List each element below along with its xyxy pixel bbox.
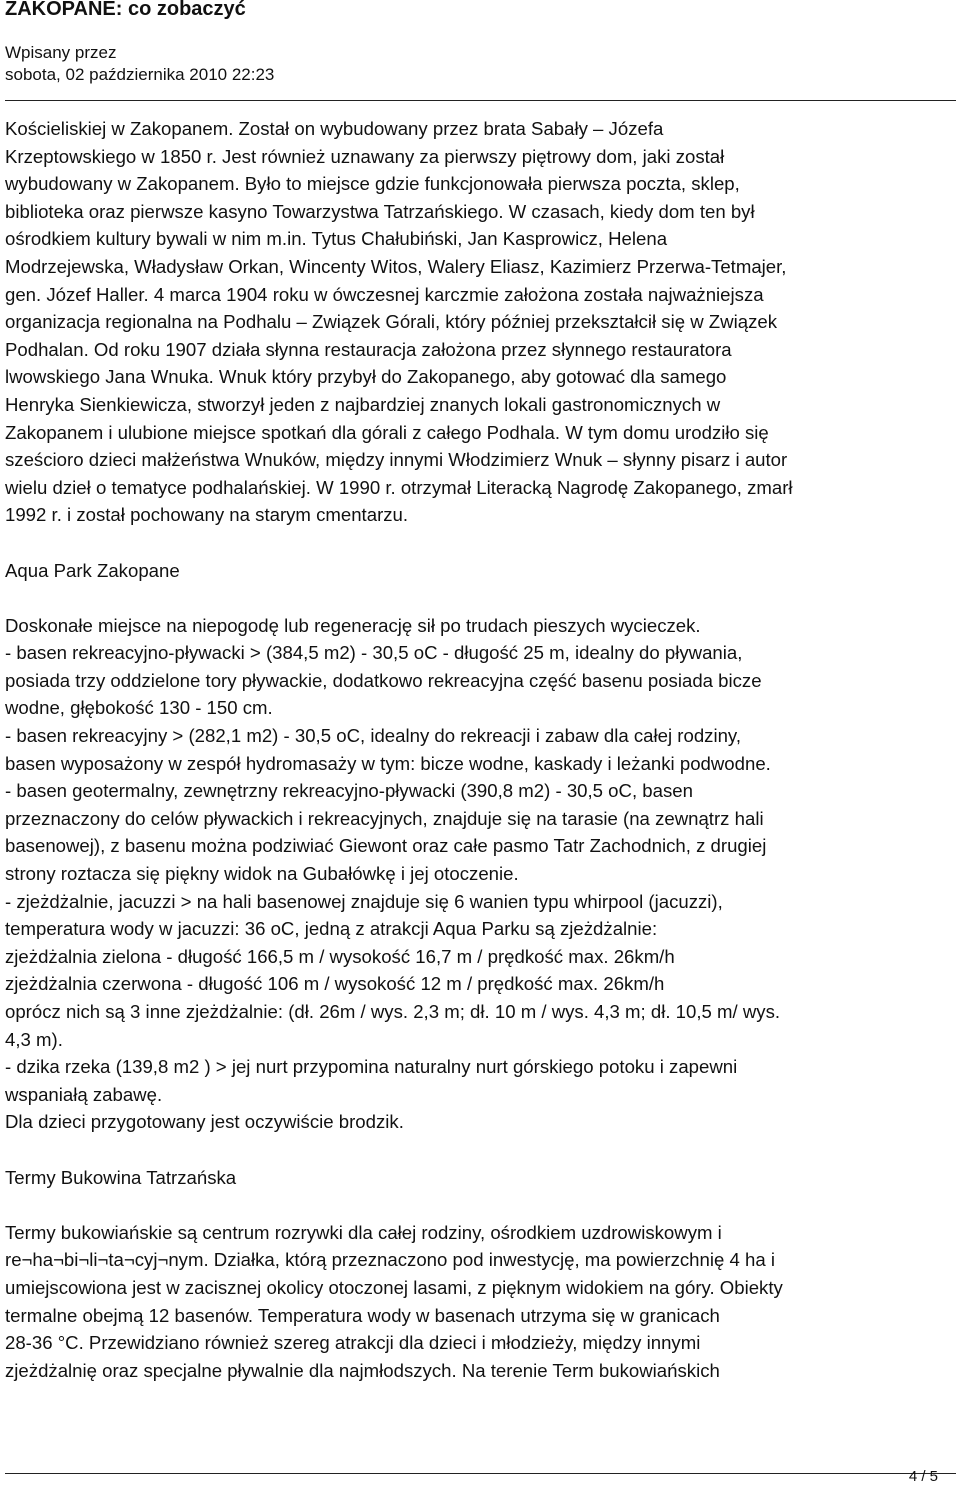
paragraph-termy [5, 1219, 957, 1385]
text-line: zjeżdżalnia czerwona - długość 106 m / wysokość 12 m / prędkość max. 26km/h [5, 973, 665, 995]
section-heading-aqua-park: Aqua Park Zakopane [5, 559, 180, 581]
text-line: - basen geotermalny, zewnętrzny rekreacyjno-pływacki (390,8 m2) - 30,5 oC, basen [5, 780, 693, 802]
text-line: organizacja regionalna na Podhalu – Związek Górali, który później przekształcił się w Związek [5, 311, 778, 333]
text-line: gen. Józef Haller. 4 marca 1904 roku w ówczesnej karczmie założona została najważniejsza [5, 283, 764, 305]
text-line: przeznaczony do celów pływackich i rekreacyjnych, znajduje się na tarasie (na zewnątrz hali [5, 807, 764, 829]
text-line: Doskonałe miejsce na niepogodę lub regenerację sił po trudach pieszych wycieczek. [5, 614, 701, 636]
paragraph-history [5, 115, 957, 529]
text-line: - zjeżdżalnie, jacuzzi > na hali basenowej znajduje się 6 wanien typu whirpool (jacuzzi), [5, 890, 723, 912]
text-line: termalne obejmą 12 basenów. Temperatura wody w basenach utrzyma się w granicach [5, 1304, 720, 1326]
text-line: zjeżdżalnię oraz specjalne pływalnie dla najmłodszych. Na terenie Term bukowiańskich [5, 1359, 720, 1381]
article-meta [5, 42, 274, 86]
document-title: ZAKOPANE: co zobaczyć [5, 0, 246, 20]
publish-date: sobota, 02 października 2010 22:23 [5, 65, 275, 84]
text-line: lwowskiego Jana Wnuka. Wnuk który przybył do Zakopanego, aby gotować dla samego [5, 366, 727, 388]
text-line: Krzeptowskiego w 1850 r. Jest również uznawany za pierwszy piętrowy dom, jaki został [5, 145, 725, 167]
text-line: Kościeliskiej w Zakopanem. Został on wybudowany przez brata Sabały – Józefa [5, 118, 664, 139]
text-line: sześcioro dzieci małżeństwa Wnuków, między innymi Włodzimierz Wnuk – słynny pisarz i autor [5, 449, 788, 471]
blank-line [5, 1191, 957, 1219]
text-line: Zakopanem i ulubione miejsce spotkań dla górali z całego Podhala. W tym domu urodziło się [5, 421, 769, 443]
text-line: Modrzejewska, Władysław Orkan, Wincenty Witos, Walery Eliasz, Kazimierz Przerwa-Tetmajer, [5, 255, 787, 277]
text-line: Podhalan. Od roku 1907 działa słynna restauracja założona przez słynnego restauratora [5, 338, 732, 360]
text-line: 28-36 °C. Przewidziano również szereg atrakcji dla dzieci i młodzieży, między innymi [5, 1332, 701, 1354]
text-line: 1992 r. i został pochowany na starym cmentarzu. [5, 504, 409, 526]
section-heading-termy: Termy Bukowina Tatrzańska [5, 1166, 237, 1188]
text-line: Dla dzieci przygotowany jest oczywiście brodzik. [5, 1111, 404, 1133]
text-line: wybudowany w Zakopanem. Było to miejsce gdzie funkcjonowała pierwsza poczta, sklep, [5, 173, 740, 195]
text-line: umiejscowiona jest w zacisznej okolicy otoczonej lasami, z pięknym widokiem na góry. Obiekty [5, 1276, 783, 1298]
text-line: - basen rekreacyjny > (282,1 m2) - 30,5 oC, idealny do rekreacji i zabaw dla całej rodziny, [5, 725, 742, 747]
text-line: wielu dzieł o tematyce podhalańskiej. W 1990 r. otrzymał Literacką Nagrodę Zakopanego, zmarł [5, 476, 793, 498]
text-line: oprócz nich są 3 inne zjeżdżalnie: (dł. 26m / wys. 2,3 m; dł. 10 m / wys. 4,3 m; dł. 10,5 m/ wys. [5, 1001, 781, 1022]
text-line: 4,3 m). [5, 1028, 63, 1050]
page-number: 4 / 5 [908, 1468, 938, 1485]
article-body [5, 115, 957, 1384]
paragraph-aqua-park [5, 612, 957, 1136]
text-line: posiada trzy oddzielone tory pływackie, dodatkowo rekreacyjna część basenu posiada bicze [5, 669, 762, 691]
blank-line [5, 584, 957, 612]
header-divider [5, 100, 956, 101]
text-line: wodne, głębokość 130 - 150 cm. [5, 697, 273, 719]
text-line: basenowej), z basenu można podziwiać Giewont oraz całe pasmo Tatr Zachodnich, z drugiej [5, 835, 767, 857]
blank-line [5, 529, 957, 557]
text-line: Henryka Sienkiewicza, stworzył jeden z najbardziej znanych lokali gastronomicznych w [5, 393, 721, 415]
footer-divider [5, 1473, 956, 1474]
text-line: - basen rekreacyjno-pływacki > (384,5 m2) - 30,5 oC - długość 25 m, idealny do pływania, [5, 642, 743, 664]
text-line: Termy bukowiańskie są centrum rozrywki dla całej rodziny, ośrodkiem uzdrowiskowym i [5, 1221, 722, 1243]
text-line: temperatura wody w jacuzzi: 36 oC, jedną z atrakcji Aqua Parku są zjeżdżalnie: [5, 918, 658, 940]
text-line: strony roztacza się piękny widok na Gubałówkę i jej otoczenie. [5, 863, 519, 885]
text-line: ośrodkiem kultury bywali w nim m.in. Tytus Chałubiński, Jan Kasprowicz, Helena [5, 228, 668, 250]
text-line: basen wyposażony w zespół hydromasaży w tym: bicze wodne, kaskady i leżanki podwodne. [5, 752, 771, 774]
text-line: zjeżdżalnia zielona - długość 166,5 m / wysokość 16,7 m / prędkość max. 26km/h [5, 945, 675, 967]
text-line: wspaniałą zabawę. [5, 1083, 163, 1105]
text-line: biblioteka oraz pierwsze kasyno Towarzystwa Tatrzańskiego. W czasach, kiedy dom ten był [5, 200, 755, 222]
text-line: re¬ha¬bi¬li¬ta¬cyj¬nym. Działka, którą przeznaczono pod inwestycję, ma powierzchnię 4 ha i [5, 1249, 775, 1271]
author-label: Wpisany przez [5, 43, 117, 62]
text-line: - dzika rzeka (139,8 m2 ) > jej nurt przypomina naturalny nurt górskiego potoku i zapewni [5, 1056, 738, 1078]
blank-line [5, 1136, 957, 1164]
